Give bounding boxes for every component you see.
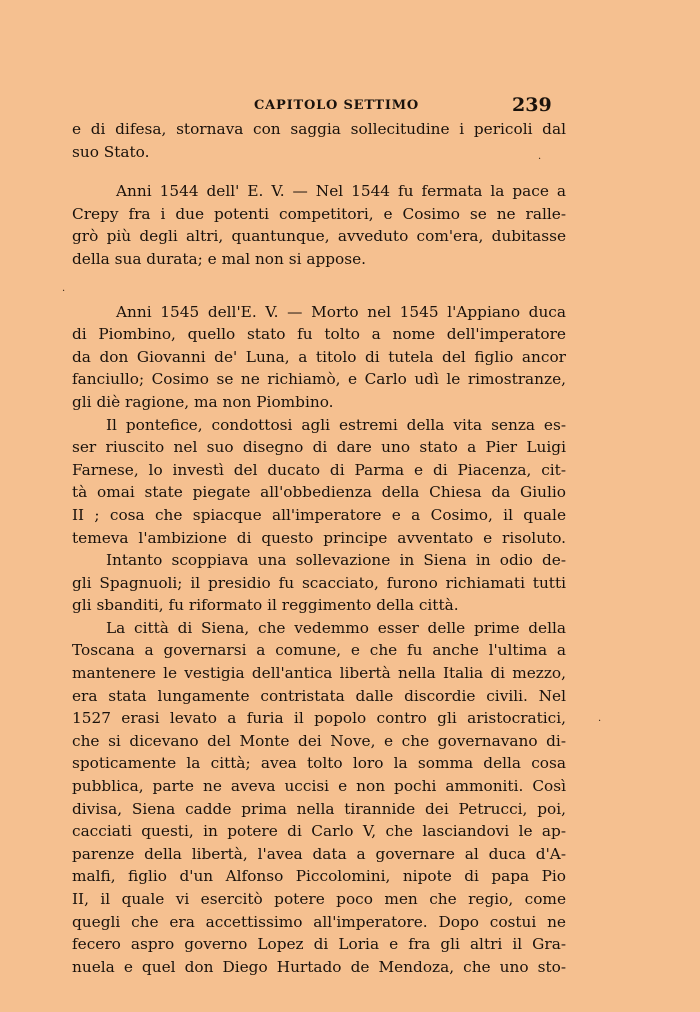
page-number: 239 <box>512 94 552 116</box>
text-line: della sua durata; e mal non si appose. <box>72 249 367 268</box>
text-line: mantenere le vestigia dell'antica libertà nella Italia di mezzo, <box>72 664 566 683</box>
text-line: spoticamente la città; avea tolto loro la somma della cosa <box>72 754 566 773</box>
text-line: fecero aspro governo Lopez di Loria e fra gli altri il Gra- <box>72 935 566 954</box>
text-line: tà omai state piegate all'obbedienza della Chiesa da Giulio <box>72 483 566 502</box>
text-line: ser riuscito nel suo disegno di dare uno stato a Pier Luigi <box>72 438 566 457</box>
text-line: fanciullo; Cosimo se ne richiamò, e Carlo udì le rimostranze, <box>72 370 566 389</box>
paragraph-continuation <box>72 118 566 163</box>
text-line: malfi, figlio d'un Alfonso Piccolomini, nipote di papa Pio <box>72 867 566 886</box>
paragraph-intanto <box>72 549 566 617</box>
text-line: II ; cosa che spiacque all'imperatore e a Cosimo, il quale <box>72 505 566 524</box>
section-gap <box>72 271 566 301</box>
text-line: gli diè ragione, ma non Piombino. <box>72 392 334 411</box>
text-line: temeva l'ambizione di questo principe avventato e risoluto. <box>72 528 566 547</box>
paragraph-pontefice <box>72 414 566 550</box>
text-line: nuela e quel don Diego Hurtado de Mendoza, che uno sto- <box>72 957 566 976</box>
text-line: Crepy fra i due potenti competitori, e Cosimo se ne ralle- <box>72 204 566 223</box>
text-line: Anni 1545 dell'E. V. — Morto nel 1545 l'Appiano duca <box>116 302 566 321</box>
print-speck: · <box>598 716 602 727</box>
text-line: e di difesa, stornava con saggia sollecitudine i pericoli dal <box>72 120 566 138</box>
running-title: CAPITOLO SETTIMO <box>254 98 420 113</box>
text-line: Toscana a governarsi a comune, e che fu anche l'ultima a <box>72 641 566 660</box>
paragraph-anni-1544 <box>72 180 566 270</box>
text-line: parenze della libertà, l'avea data a governare al duca d'A- <box>72 844 566 863</box>
text-line: gli Spagnuoli; il presidio fu scacciato, furono richiamati tutti <box>72 573 566 592</box>
print-speck: · <box>62 286 66 297</box>
text-line: che si dicevano del Monte dei Nove, e che governavano di- <box>72 731 566 750</box>
text-line: gli sbanditi, fu riformato il reggimento della città. <box>72 596 459 615</box>
text-line: Intanto scoppiava una sollevazione in Siena in odio de- <box>106 551 566 570</box>
page-header <box>0 94 700 118</box>
print-speck: · <box>538 154 542 165</box>
text-line: suo Stato. <box>72 142 150 161</box>
text-line: di Piombino, quello stato fu tolto a nome dell'imperatore <box>72 325 566 344</box>
paragraph-gap <box>72 163 566 180</box>
body-text <box>72 118 566 978</box>
text-line: Farnese, lo investì del ducato di Parma e di Piacenza, cit- <box>72 460 566 479</box>
text-line: pubblica, parte ne aveva uccisi e non pochi ammoniti. Così <box>72 777 566 796</box>
text-line: Il pontefice, condottosi agli estremi della vita senza es- <box>106 415 566 434</box>
text-line: 1527 erasi levato a furia il popolo contro gli aristocratici, <box>72 709 566 728</box>
text-line: era stata lungamente contristata dalle discordie civili. Nel <box>72 686 566 705</box>
text-line: La città di Siena, che vedemmo esser delle prime della <box>106 618 566 637</box>
text-line: grò più degli altri, quantunque, avveduto com'era, dubitasse <box>72 227 566 246</box>
paragraph-anni-1545 <box>72 301 566 414</box>
text-line: divisa, Siena cadde prima nella tirannide dei Petrucci, poi, <box>72 799 566 818</box>
text-line: Anni 1544 dell' E. V. — Nel 1544 fu fermata la pace a <box>116 182 566 201</box>
text-line: da don Giovanni de' Luna, a titolo di tutela del figlio ancor <box>72 347 566 366</box>
text-line: II, il quale vi esercitò potere poco men che regio, come <box>72 890 566 908</box>
text-line: cacciati questi, in potere di Carlo V, che lasciandovi le ap- <box>72 822 566 841</box>
paragraph-siena <box>72 617 566 979</box>
text-line: quegli che era accettissimo all'imperatore. Dopo costui ne <box>72 912 566 931</box>
